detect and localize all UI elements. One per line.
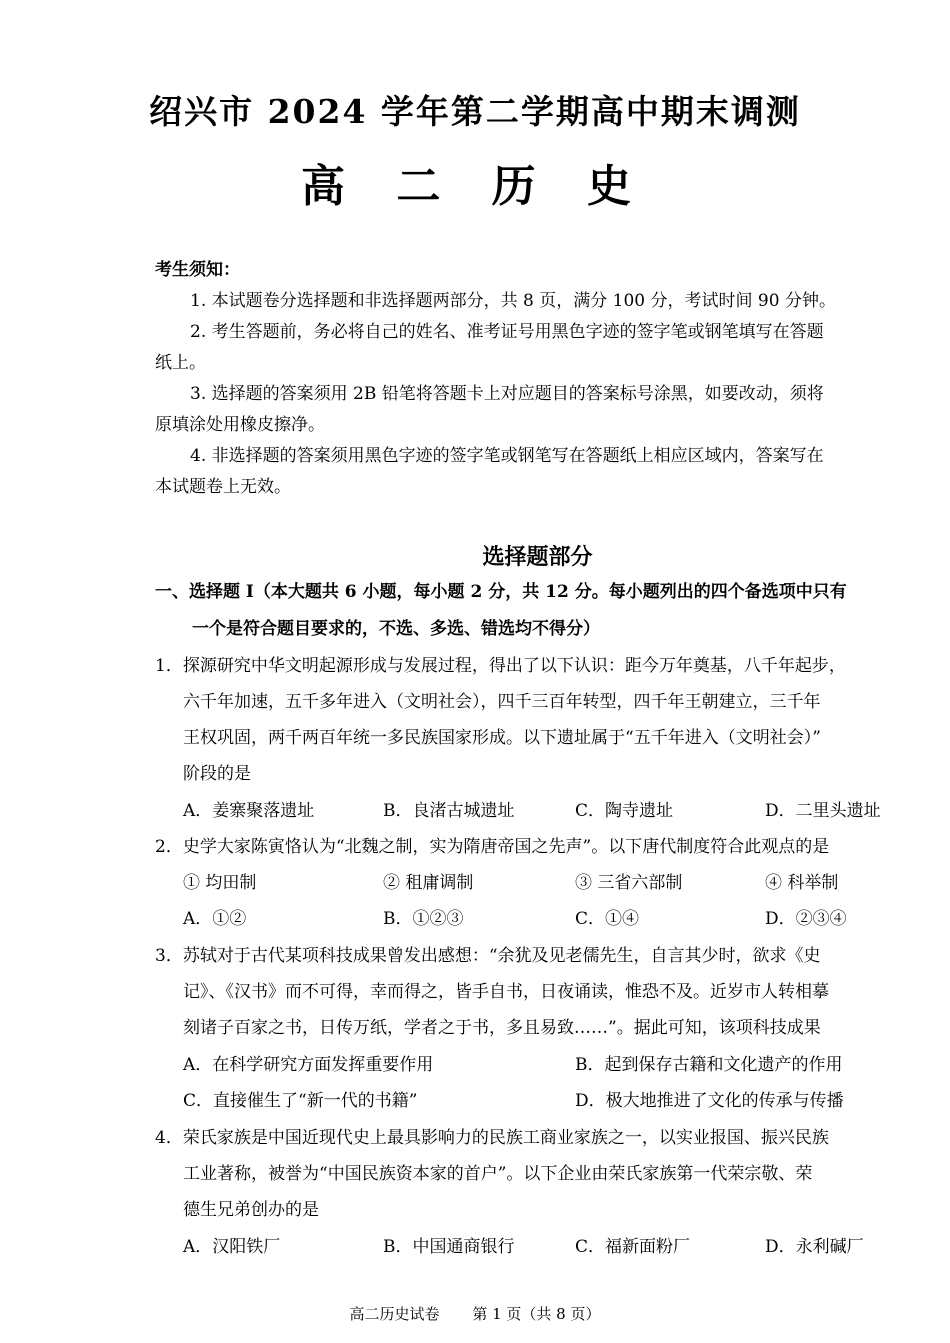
question-2-item-1: ① 均田制 xyxy=(183,873,257,893)
question-1-option-d: D．二里头遗址 xyxy=(765,801,881,821)
notice-item-2-cont: 纸上。 xyxy=(155,353,206,373)
notice-item-1: 1. 本试题卷分选择题和非选择题两部分，共 8 页，满分 100 分，考试时间 90 分钟。 xyxy=(190,291,836,311)
question-4-line-2: 工业著称，被誉为“中国民族资本家的首户”。以下企业由荣氏家族第一代荣宗敬、荣 xyxy=(183,1164,813,1184)
part-heading: 一、选择题 I（本大题共 6 小题，每小题 2 分，共 12 分。每小题列出的四个备选项中只有 xyxy=(155,582,847,602)
footer-paper-name: 高二历史试卷 xyxy=(349,1305,440,1323)
question-4-option-b: B．中国通商银行 xyxy=(383,1237,515,1257)
question-1-line-4: 阶段的是 xyxy=(183,764,251,784)
question-3-line-2: 记》、《汉书》而不可得，幸而得之，皆手自书，日夜诵读，惟恐不及。近岁市人转相摹 xyxy=(183,982,829,1002)
question-2-item-3: ③ 三省六部制 xyxy=(575,873,683,893)
part-heading-cont: 一个是符合题目要求的，不选、多选、错选均不得分） xyxy=(192,619,600,639)
question-3-line-1: 3．苏轼对于古代某项科技成果曾发出感想：“余犹及见老儒先生，自言其少时，欲求《史 xyxy=(155,946,821,966)
exam-title: 绍兴市 2024 学年第二学期高中期末调测 xyxy=(149,92,801,131)
question-4-option-d: D．永利碱厂 xyxy=(765,1237,864,1257)
question-4-option-c: C．福新面粉厂 xyxy=(575,1237,691,1257)
question-2-option-c: C．①④ xyxy=(575,909,640,929)
question-1-option-c: C．陶寺遗址 xyxy=(575,801,674,821)
notice-heading: 考生须知： xyxy=(155,260,240,280)
footer-page-info: 第 1 页（共 8 页） xyxy=(472,1305,601,1323)
question-4-option-a: A．汉阳铁厂 xyxy=(183,1237,281,1257)
question-3-line-3: 刻诸子百家之书，日传万纸，学者之于书，多且易致……”。据此可知，该项科技成果 xyxy=(183,1018,821,1038)
question-4-line-1: 4．荣氏家族是中国近现代史上最具影响力的民族工商业家族之一，以实业报国、振兴民族 xyxy=(155,1128,829,1148)
question-3-option-c: C．直接催生了“新一代的书籍” xyxy=(183,1091,418,1111)
question-2-option-b: B．①②③ xyxy=(383,909,464,929)
notice-item-2: 2. 考生答题前，务必将自己的姓名、准考证号用黑色字迹的签字笔或钢笔填写在答题 xyxy=(190,322,824,342)
question-1-option-a: A．姜寨聚落遗址 xyxy=(183,801,315,821)
subject-title: 高 二 历 史 xyxy=(301,161,649,212)
question-2-item-4: ④ 科举制 xyxy=(765,873,839,893)
question-2-option-a: A．①② xyxy=(183,909,247,929)
question-3-option-a: A．在科学研究方面发挥重要作用 xyxy=(183,1055,434,1075)
question-1-line-1: 1．探源研究中华文明起源形成与发展过程，得出了以下认识：距今万年奠基，八千年起步， xyxy=(155,656,846,676)
question-1-option-b: B．良渚古城遗址 xyxy=(383,801,515,821)
notice-item-3-cont: 原填涂处用橡皮擦净。 xyxy=(155,415,325,435)
section-title: 选择题部分 xyxy=(482,544,593,570)
question-4-line-3: 德生兄弟创办的是 xyxy=(183,1200,319,1220)
question-3-option-d: D．极大地推进了文化的传承与传播 xyxy=(575,1091,844,1111)
question-1-line-3: 王权巩固，两千两百年统一多民族国家形成。以下遗址属于“五千年进入（文明社会）” xyxy=(183,728,821,748)
question-1-line-2: 六千年加速，五千多年进入（文明社会），四千三百年转型，四千年王朝建立，三千年 xyxy=(183,692,821,712)
question-2-line-1: 2．史学大家陈寅恪认为“北魏之制，实为隋唐帝国之先声”。以下唐代制度符合此观点的是 xyxy=(155,837,830,857)
question-2-item-2: ② 租庸调制 xyxy=(383,873,474,893)
question-3-option-b: B．起到保存古籍和文化遗产的作用 xyxy=(575,1055,843,1075)
page-footer xyxy=(0,1303,950,1324)
notice-item-4-cont: 本试题卷上无效。 xyxy=(155,477,291,497)
question-2-option-d: D．②③④ xyxy=(765,909,847,929)
notice-item-3: 3. 选择题的答案须用 2B 铅笔将答题卡上对应题目的答案标号涂黑，如要改动，须将 xyxy=(190,384,824,404)
notice-item-4: 4. 非选择题的答案须用黑色字迹的签字笔或钢笔写在答题纸上相应区域内，答案写在 xyxy=(190,446,824,466)
